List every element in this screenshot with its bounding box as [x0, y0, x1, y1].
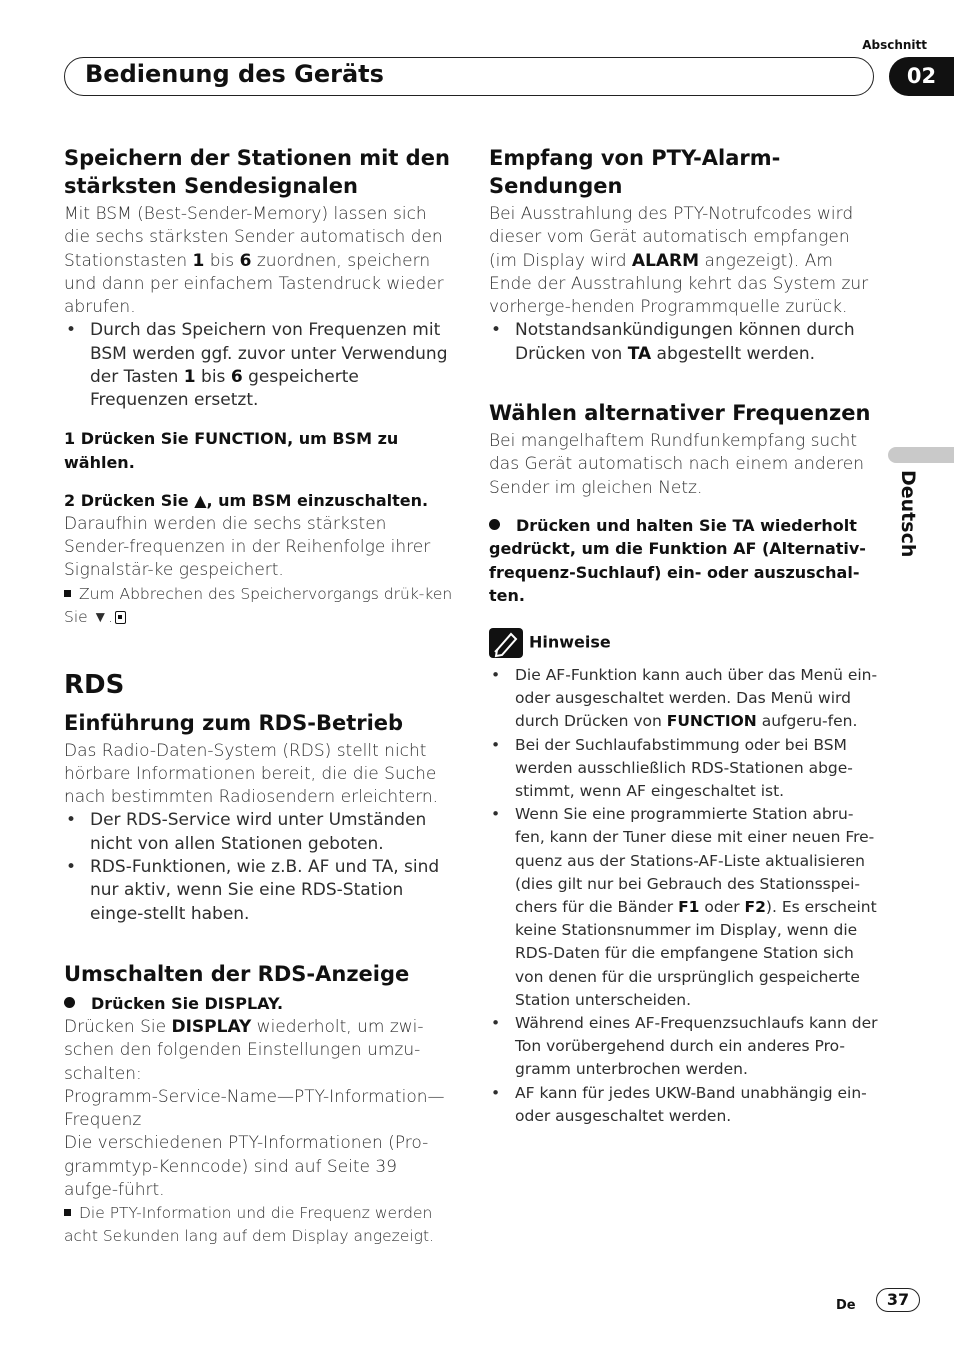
hints-title: Hinweise [529, 632, 611, 652]
hint-item: • Bei der Suchlaufabstimmung oder bei BSM werden ausschließlich RDS-Stationen abge-stimmt, wenn AF eingeschaltet ist. [489, 734, 879, 804]
bsm-bullet: • Durch das Speichern von Frequenzen mit BSM werden ggf. zuvor unter Verwendung der Tasten 1 bis 6 gespeicherte Frequenzen ersetzt. [64, 319, 454, 412]
hint-item: • Die AF-Funktion kann auch über das Menü ein- oder ausgeschaltet werden. Das Menü wird durch Drücken von FUNCTION aufgeru-fen. [489, 664, 879, 734]
section-label: Abschnitt [862, 38, 927, 52]
rds-intro-heading: Einführung zum RDS-Betrieb [64, 710, 404, 735]
bsm-step-1: 1 Drücken Sie FUNCTION, um BSM zu wählen. [64, 428, 399, 472]
af-text: Bei mangelhaftem Rundfunkempfang sucht das Gerät automatisch nach einem anderen Sender im gleichen Netz. [489, 431, 864, 498]
hint-item: • Während eines AF-Frequenzsuchlaufs kann der Ton vorübergehend durch ein anderes Pro-gramm unterbrochen werden. [489, 1012, 879, 1082]
bsm-paragraph: Mit BSM (Best-Sender-Memory) lassen sich die sechs stärksten Sender automatisch den Stationstasten 1 bis 6 zuordnen, speichern und dann per einfachem Tastendruck wieder abrufen. [64, 204, 444, 318]
pty-heading: Empfang von PTY-Alarm-Sendungen [489, 146, 781, 198]
note-square-icon [64, 1209, 71, 1216]
step-dot-icon [489, 519, 500, 530]
rds-bullet: • Der RDS-Service wird unter Umständen nicht von allen Stationen geboten. [64, 809, 454, 856]
end-mark-icon [115, 611, 126, 624]
rds-intro-text: Das Radio-Daten-System (RDS) stellt nicht hörbare Informationen bereit, die die Suche nach bestimmten Radiosendern erleichtern. [64, 740, 439, 808]
bsm-note: Zum Abbrechen des Speichervorgangs drük-ken Sie ▼. [64, 584, 453, 626]
step-dot-icon [64, 997, 75, 1008]
rds-display-heading: Umschalten der RDS-Anzeige [64, 961, 410, 986]
side-tab-marker [888, 447, 954, 463]
pty-bullet: • Notstandsankündigungen können durch Drücken von TA abgestellt werden. [489, 319, 879, 366]
bsm-step-2: 2 Drücken Sie ▲, um BSM einzuschalten. [64, 490, 429, 510]
page-title: Bedienung des Geräts [85, 60, 384, 88]
af-heading: Wählen alternativer Frequenzen [489, 401, 871, 426]
footer-language: De [836, 1298, 856, 1313]
left-column [64, 144, 454, 1248]
hints-header [489, 628, 879, 658]
rds-display-note: Die PTY-Information und die Frequenz werden acht Sekunden lang auf dem Display angezeigt. [64, 1204, 434, 1246]
rds-title: RDS [64, 669, 125, 700]
rds-bullet: • RDS-Funktionen, wie z.B. AF und TA, sind nur aktiv, wenn Sie eine RDS-Station einge-stellt haben. [64, 856, 454, 926]
section-number-badge: 02 [889, 57, 954, 96]
rds-display-paragraph: Drücken Sie DISPLAY wiederholt, um zwi-schen den folgenden Einstellungen umzu-schalten: [64, 1016, 424, 1084]
bsm-step-2-text: Daraufhin werden die sechs stärksten Sender-frequenzen in der Reihenfolge ihrer Signalstär-ke gespeichert. [64, 513, 431, 581]
pty-paragraph: Bei Ausstrahlung des PTY-Notrufcodes wird dieser vom Gerät automatisch empfangen (im Display wird ALARM angezeigt). Am Ende der Ausstrahlung kehrt das System zur vorherge-henden Programmquelle zurück. [489, 204, 869, 318]
note-pen-icon [489, 628, 523, 658]
right-column [489, 144, 879, 1128]
rds-display-paragraph-2: Die verschiedenen PTY-Informationen (Pro-grammtyp-Kenncode) sind auf Seite 39 aufge-führt. [64, 1133, 429, 1201]
rds-display-step: Drücken Sie DISPLAY. [64, 992, 454, 1016]
af-step: Drücken und halten Sie TA wiederholt gedrückt, um die Funktion AF (Alternativ-frequenz-Suchlauf) ein- oder auszuschal-ten. [489, 515, 866, 606]
note-square-icon [64, 590, 71, 597]
side-language-label: Deutsch [897, 470, 919, 558]
rds-display-sequence: Programm-Service-Name—PTY-Information—Frequenz [64, 1086, 445, 1131]
hint-item: • AF kann für jedes UKW-Band unabhängig ein- oder ausgeschaltet werden. [489, 1082, 879, 1128]
hint-item: • Wenn Sie eine programmierte Station abru-fen, kann der Tuner diese mit einer neuen Fre-quenz aus der Stations-AF-Liste aktualisieren (dies gilt nur bei Gebrauch des Stationsspei-chers für die Bänder F1 oder F2). Es erscheint keine Stationsnummer im Display, wenn die RDS-Daten für die empfangene Station sich von denen für die ursprünglich gespeicherte Station unterscheiden. [489, 803, 879, 1012]
page-number: 37 [876, 1288, 920, 1312]
bsm-heading: Speichern der Stationen mit den stärksten Sendesignalen [64, 146, 450, 198]
